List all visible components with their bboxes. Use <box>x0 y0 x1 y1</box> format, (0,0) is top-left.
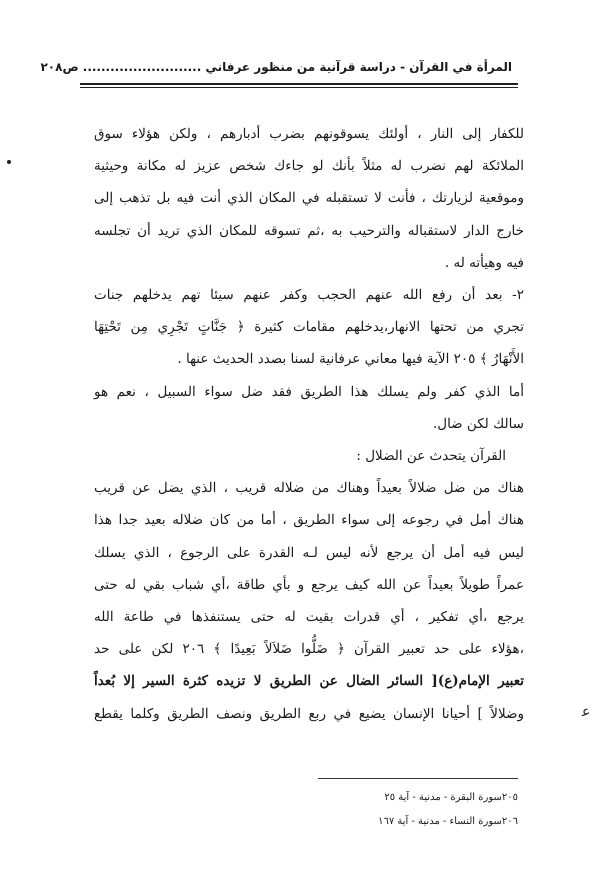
text-line: تعبير الإمام(ع)[ السائر الضال عن الطريق لا تزيده كثرة السير إلا بُعداً <box>94 673 524 690</box>
footnote-rule <box>318 778 518 779</box>
text-line: ،هؤلاء على حد تعبير القرآن ﴿ ضَلُّوا ضَلاَلاً بَعِيدًا ﴾ ٢٠٦ لكن على حد <box>94 641 524 658</box>
text-line: هناك أمل في رجوعه إلى سواء الطريق ، أما من كان ضلاله بعيد جدا هذا <box>94 512 524 529</box>
text-line: خارج الدار لاستقباله والترحيب به ،ثم تسوقه للمكان الذي تريد أن تجلسه <box>94 222 524 239</box>
header-rule-thick <box>80 83 518 85</box>
text-line: للكفار إلى النار ، أولئك يسوقونهم بضرب أدبارهم ، ولكن هؤلاء سوق <box>94 126 524 142</box>
footnotes <box>300 786 518 834</box>
text-line: أما الذي كفر ولم يسلك هذا الطريق فقد ضل سواء السبيل ، نعم هو <box>94 383 524 400</box>
footnote-206: ٢٠٦سورة النساء - مدنية - آية ١٦٧ <box>378 816 518 827</box>
text-line: ٢- بعد أن رفع الله عنهم الحجب وكفر عنهم سيئا تهم يدخلهم جنات <box>94 287 524 304</box>
body-text <box>94 118 524 730</box>
text-line: وموقعية لزيارتك ، فأنت لا تستقبله في المكان الذي أنت فيه بل تذهب إلى <box>94 190 524 207</box>
text-line: الملائكة لهم نضرب له مثلاً بأنك لو جاءك شخص عزيز له مكانة وحيثية <box>94 158 524 175</box>
text-line: تجري من تحتها الانهار،يدخلهم مقامات كثيرة ﴿ جَنَّاتٍ تَجْرِي مِن تَحْتِهَا <box>94 319 524 336</box>
text-line: فيه وهيأته له . <box>444 254 524 271</box>
text-line: الأَنْهَارُ ﴾ ٢٠٥ الآية فيها معاني عرفانية لسنا بصدد الحديث عنها . <box>177 351 524 368</box>
text-line: هناك من ضل ضلالاً بعيداً وهناك من ضلاله قريب ، الذي يضل عن قريب <box>94 480 524 497</box>
footnote-205: ٢٠٥سورة البقرة - مدنية - آية ٢٥ <box>384 792 518 803</box>
text-line: ليس فيه أمل أن يرجع لأنه ليس لـه القدرة على الرجوع ، الذي يسلك <box>94 544 524 561</box>
margin-dot <box>7 160 11 164</box>
header-rule-thin <box>80 87 518 88</box>
running-header: المرأة في القرآن - دراسة قرآنية من منظور عرفاني .......................... ص٢٠٨ <box>40 60 512 74</box>
margin-mark: ﻋ <box>582 704 591 720</box>
text-line: وضلالاً ] أحيانا الإنسان يضيع في ربع الطريق ونصف الطريق وكلما يقطع <box>94 705 524 722</box>
section-heading: القرآن يتحدث عن الضلال : <box>356 448 506 465</box>
text-line: يرجع ،أي تفكير ، أي قدرات بقيت له حتى يستنفذها في طاعة الله <box>94 609 524 626</box>
text-line: سالك لكن ضال. <box>432 415 524 432</box>
text-line: عمراً طويلاً بعيداً عن الله كيف يرجع و بأي طاقة ،أي شباب بقي له حتى <box>94 576 524 593</box>
